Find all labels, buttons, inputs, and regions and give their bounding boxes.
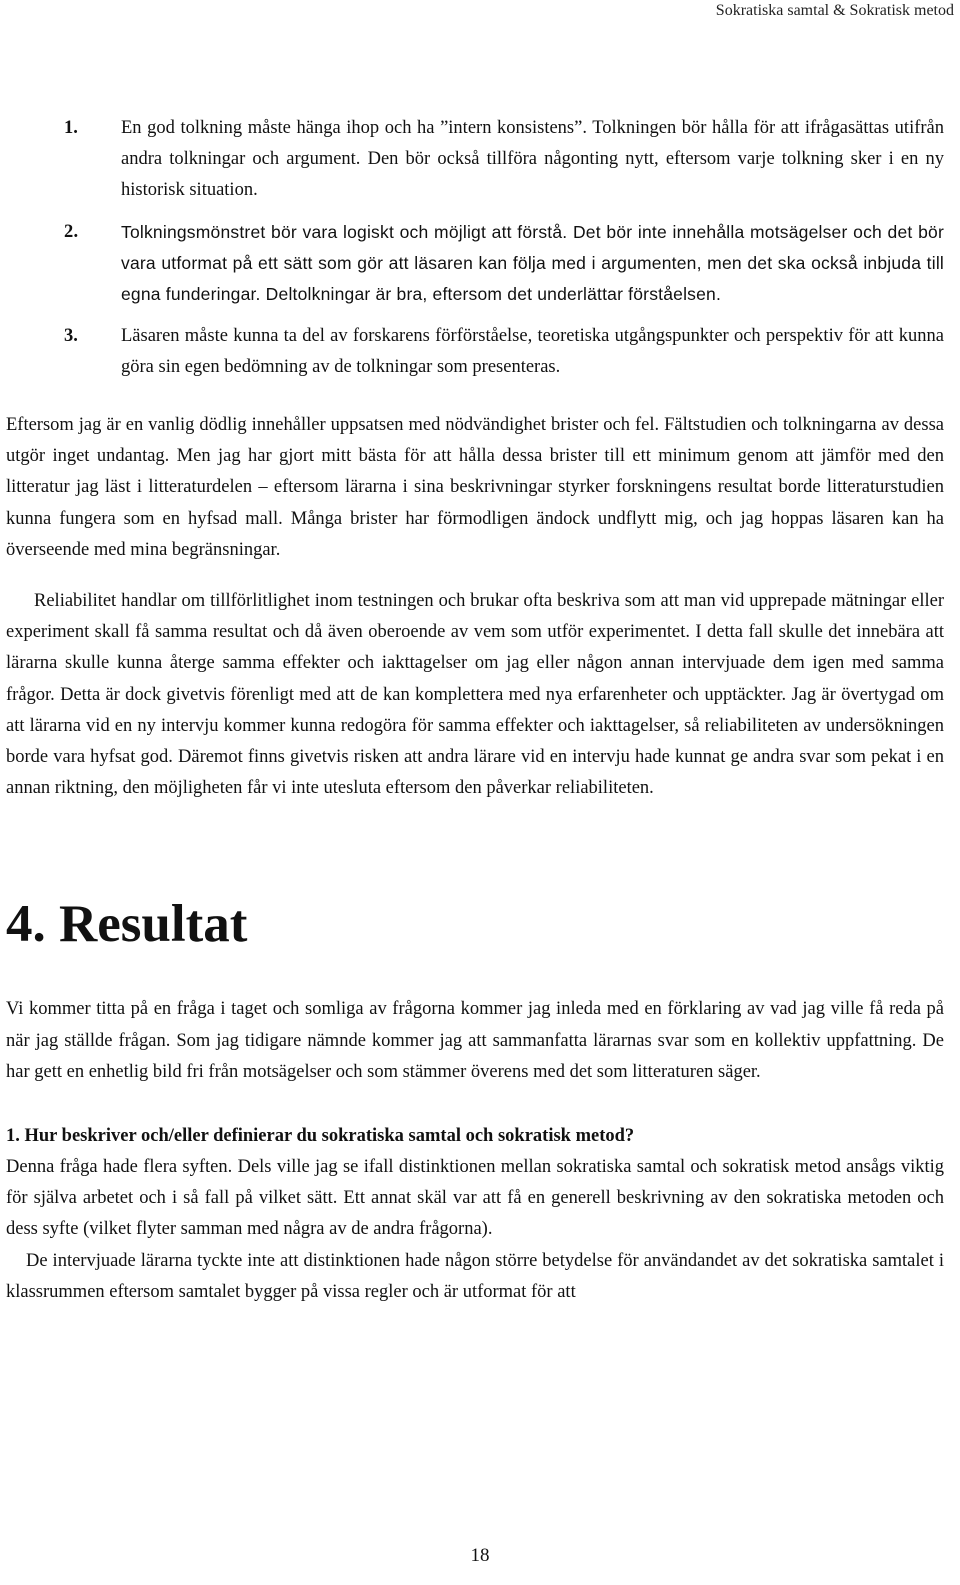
- list-item-number: 3.: [64, 326, 78, 346]
- paragraph-results-intro: Vi kommer titta på en fråga i taget och somliga av frågorna kommer jag inleda med en förklaring av vad jag ville få reda på när jag ställde frågan. Som jag tidigare nämnde kommer jag att sammanfatta lärarnas svar som en kollektiv uppfattning. De har gett en enhetlig bild fri från motsägelser och som stämmer överens med det som litteraturen säger.: [6, 999, 944, 1082]
- list-item: [6, 113, 944, 206]
- question-heading: 1. Hur beskriver och/eller definierar du sokratiska samtal och sokratisk metod?: [6, 1126, 635, 1147]
- list-item: [6, 217, 944, 310]
- list-item-text: Läsaren måste kunna ta del av forskarens förförståelse, teoretiska utgångspunkter och perspektiv för att kunna göra sin egen bedömning av de tolkningar som presenteras.: [121, 326, 944, 377]
- section-title: 4. Resultat: [6, 895, 248, 954]
- list-item-number: 2.: [64, 222, 79, 242]
- list-item-text: Tolkningsmönstret bör vara logiskt och möjligt att förstå. Det bör inte innehålla motsägelser och det bör vara utformat på ett sätt som gör att läsaren kan följa med i argumenten, men det ska också inbjuda till egna funderingar. Deltolkningar är bra, eftersom det underlättar förståelsen.: [121, 222, 944, 304]
- list-item: [6, 321, 944, 383]
- paragraph-answer-continued: De intervjuade lärarna tyckte inte att distinktionen hade någon större betydelse för användandet av det sokratiska samtalet i klassrummen eftersom samtalet bygger på vissa regler och är utformat för att: [6, 1250, 944, 1302]
- interpretation-criteria-list: [6, 113, 944, 383]
- page-body: [6, 113, 944, 1308]
- list-item-number: 1.: [64, 118, 78, 138]
- page-number: 18: [470, 1545, 490, 1566]
- paragraph-limitations: Eftersom jag är en vanlig dödlig innehåller uppsatsen med nödvändighet brister och fel. Fältstudien och tolkningarna av dessa utgör inget undantag. Men jag har gjort mitt bästa för att hålla dessa brister till ett minimum genom att jämför med den litteratur jag läst i litteraturdelen – eftersom lärarna i sina beskrivningar styrker forskningens resultat borde litteraturstudien kunna fungera som en hyfsad mall. Många brister har förmodligen ändock undflytt mig, och jag hoppas läsaren kan ha överseende med mina begränsningar.: [6, 415, 944, 560]
- running-header: Sokratiska samtal & Sokratisk metod: [715, 2, 954, 19]
- list-item-text: En god tolkning måste hänga ihop och ha ”intern konsistens”. Tolkningen bör hålla för att ifrågasättas utifrån andra tolkningar och argument. Den bör också tillföra någonting nytt, eftersom varje tolkning sker i en ny historisk situation.: [121, 118, 944, 200]
- paragraph-reliability: Reliabilitet handlar om tillförlitlighet inom testningen och brukar ofta beskriva som att man vid upprepade mätningar eller experiment skall få samma resultat och då även oberoende av vem som utför experimentet. I detta fall skulle det innebära att lärarna skulle kunna återge samma effekter och iakttagelser om jag eller någon annan intervjuade dem igen med samma frågor. Detta är dock givetvis förenligt med att de kan komplettera med nya erfarenheter och upptäckter. Jag är övertygad om att lärarna vid en ny intervju kommer kunna redogöra för samma effekter och iakttagelser, så reliabiliteten av undersökningen borde vara hyfsat god. Däremot finns givetvis risken att andra lärare vid en intervju hade kunnat ge andra svar som pekat i en annan riktning, den möjligheten får vi inte utesluta eftersom den påverkar reliabiliteten.: [6, 591, 944, 799]
- paragraph-answer: Denna fråga hade flera syften. Dels ville jag se ifall distinktionen mellan sokratiska samtal och sokratisk metod ansågs viktig för själva arbetet och i så fall på vilket sätt. Ett annat skäl var att få en generell beskrivning av den sokratiska metoden och dess syfte (vilket flyter samman med några av de andra frågorna).: [6, 1157, 944, 1240]
